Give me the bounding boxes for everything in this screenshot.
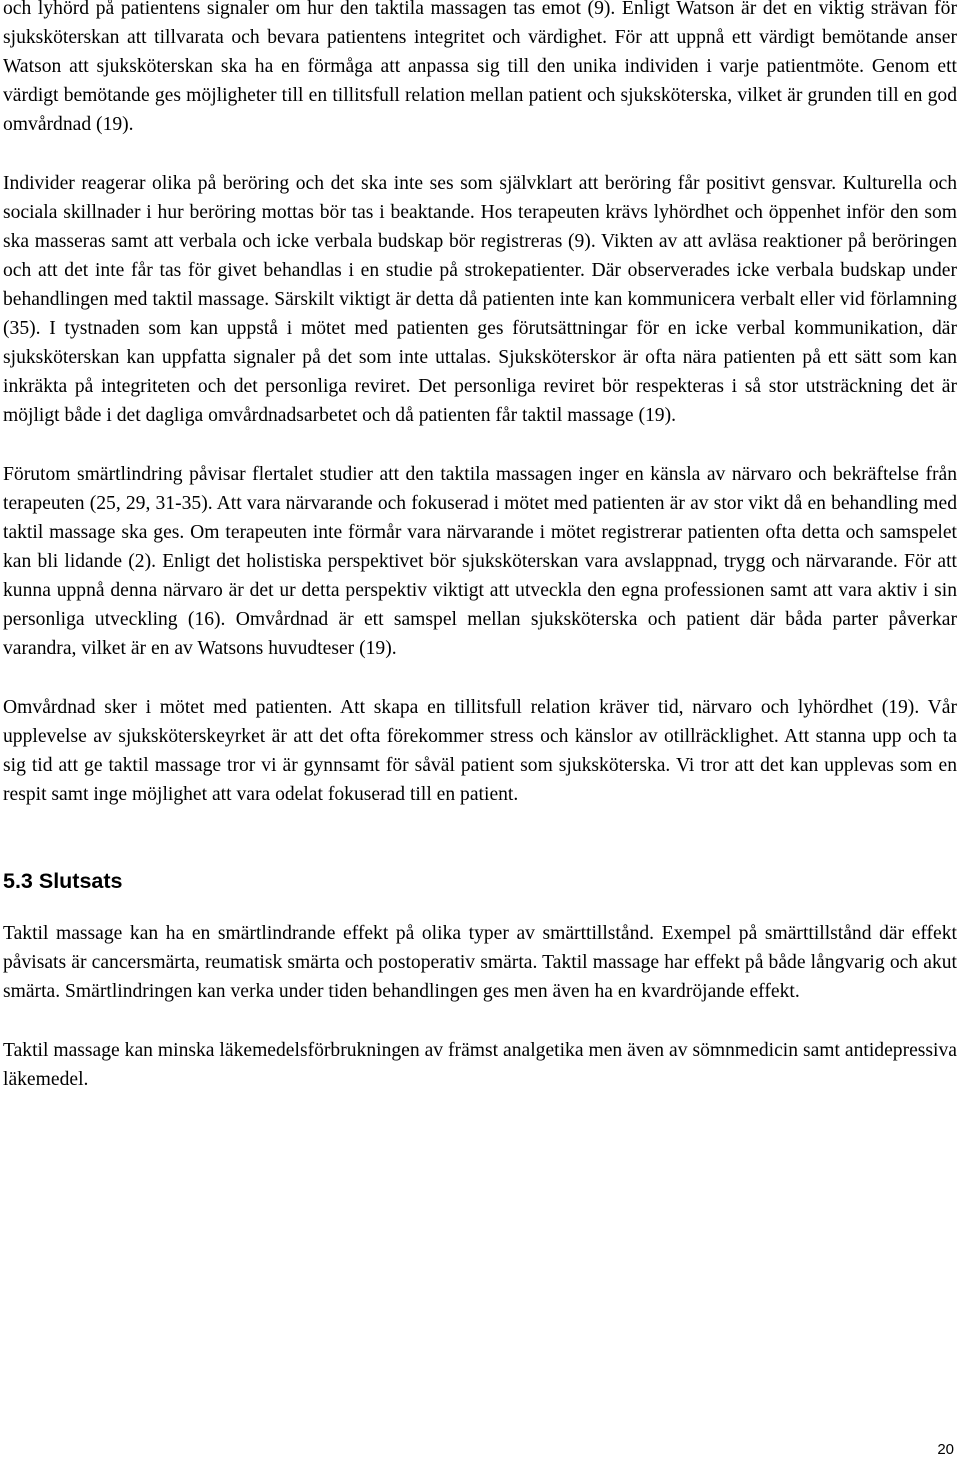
paragraph-care-meeting: Omvårdnad sker i mötet med patienten. Att skapa en tillitsfull relation kräver tid, närvaro och lyhördhet (19). Vår upplevelse av sjuksköterskeyrket är att det ofta förekommer stress och känslor av otillräcklighet. Att stanna upp och ta sig tid att ge taktil massage tror vi är gynnsamt för såväl patient som sjuksköterska. Vi tror att det kan upplevas som en respit samt inge möjlighet att vara odelat fokuserad till en patient. bbox=[3, 697, 957, 805]
paragraph-conclusion-pain: Taktil massage kan ha en smärtlindrande effekt på olika typer av smärttillstånd. Exempel på smärttillstånd där effekt påvisats är cancersmärta, reumatisk smärta och postoperativ smärta. Taktil massage har effekt på både långvarig och akut smärta. Smärtlindringen kan verka under tiden behandlingen ges men även ha en kvardröjande effekt. bbox=[3, 923, 957, 1002]
section-heading-conclusion: 5.3 Slutsats bbox=[3, 869, 123, 893]
document-page bbox=[3, 0, 957, 1094]
paragraph-presence: Förutom smärtlindring påvisar flertalet studier att den taktila massagen inger en känsla av närvaro och bekräftelse från terapeuten (25, 29, 31-35). Att vara närvarande och fokuserad i mötet med patienten är av stor vikt då en behandling med taktil massage ska ges. Om terapeuten inte förmår vara närvarande i mötet registrerar patienten ofta detta och samspelet kan bli lidande (2). Enligt det holistiska perspektivet bör sjuksköterskan vara avslappnad, trygg och närvarande. För att kunna uppnå denna närvaro är det ur detta perspektiv viktigt att utveckla den egna professionen samt att vara aktiv i sin personliga utveckling (16). Omvårdnad är ett samspel mellan sjuksköterska och patient där båda parter påverkar varandra, vilket är en av Watsons huvudteser (19). bbox=[3, 464, 957, 659]
paragraph-conclusion-medication: Taktil massage kan minska läkemedelsförbrukningen av främst analgetika men även av sömnmedicin samt antidepressiva läkemedel. bbox=[3, 1040, 957, 1090]
paragraph-integrity: och lyhörd på patientens signaler om hur den taktila massagen tas emot (9). Enligt Watson är det en viktig strävan för sjuksköterskan att tillvarata och bevara patientens integritet och värdighet. För att uppnå ett värdigt bemötande anser Watson att sjuksköterskan ska ha en förmåga att anpassa sig till den unika individen i varje patientmöte. Genom ett värdigt bemötande ges möjligheter till en tillitsfull relation mellan patient och sjuksköterska, vilket är grunden till en god omvårdnad (19). bbox=[3, 0, 957, 135]
paragraph-touch-reactions: Individer reagerar olika på beröring och det ska inte ses som självklart att beröring får positivt gensvar. Kulturella och sociala skillnader i hur beröring mottas bör tas i beaktande. Hos terapeuten krävs lyhördhet och öppenhet inför den som ska masseras samt att verbala och icke verbala budskap bör registreras (9). Vikten av att avläsa reaktioner på beröringen och att det inte får tas för givet behandlas i en studie på strokepatienter. Där observerades icke verbala budskap under behandlingen med taktil massage. Särskilt viktigt är detta då patienten inte kan kommunicera verbalt eller vid förlamning (35). I tystnaden som kan uppstå i mötet med patienten ges förutsättningar för en icke verbal kommunikation, där sjuksköterskan kan uppfatta signaler på det som inte uttalas. Sjuksköterskor är ofta nära patienten på ett sätt som kan inkräkta på integriteten och det personliga reviret. Det personliga reviret bör respekteras i så stor utsträckning det är möjligt både i det dagliga omvårdnadsarbetet och då patienten får taktil massage (19). bbox=[3, 173, 957, 426]
page-number: 20 bbox=[937, 1441, 954, 1458]
